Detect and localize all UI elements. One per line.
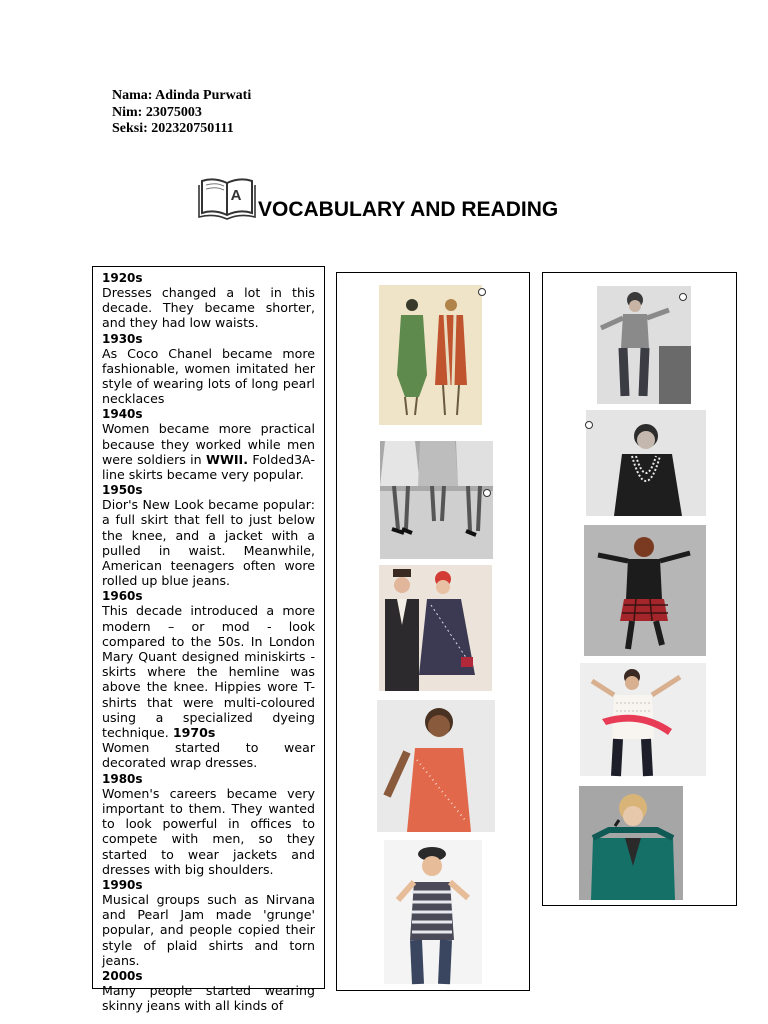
decade-text: Women's careers became very important to them. They wanted to look powerful in offices to compete with men, so they started to wear jackets and dresses with big shoulders. [102, 785, 315, 877]
photo-1980s-style [580, 663, 706, 776]
decade-text-part: Women became more practical because they worked while men were soldiers in [102, 421, 315, 467]
decade-heading: 1920s [102, 271, 143, 285]
decade-text-part: This decade introduced a more modern – or mod - look compared to the 50s. In London Mary Quant designed miniskirts - skirts where the hemline was above the knee. Hippies wore T-shirts that were multi-coloured using a specialized dyeing technique. [102, 603, 315, 741]
photo-1920s-dresses [379, 285, 482, 425]
photo-1930s-pearls [586, 410, 706, 516]
reading-text-box [92, 266, 325, 1014]
section-1930s [102, 332, 315, 407]
photo-1990s-grunge [384, 840, 482, 984]
decade-text-part: Women started to wear decorated wrap dresses. [102, 740, 315, 771]
book-icon-letter: A [230, 187, 242, 204]
student-seksi: Seksi: 202320750111 [112, 121, 234, 136]
student-nim: Nim: 23075003 [112, 104, 202, 120]
decade-heading-inline: 1970s [172, 725, 216, 741]
decade-text [102, 603, 315, 770]
photo-1960s-miniskirt [584, 525, 706, 656]
student-name: Nama: Adinda Purwati [112, 88, 252, 103]
decade-text-part: Folded3A-line skirts became very popular. [102, 451, 316, 483]
decade-heading: 1960s [102, 589, 143, 604]
photo-1950s-skirts [380, 441, 493, 559]
photo-1950s-couple [379, 565, 492, 691]
section-1940s [102, 407, 315, 482]
decade-text-emphasis: WWII. [206, 451, 248, 467]
decade-heading: 1990s [102, 877, 143, 892]
photo-1980s-power-suit [579, 786, 683, 900]
section-1990s [102, 878, 315, 968]
decade-heading: 2000s [102, 968, 143, 983]
photo-1970s-wrap-dress [377, 700, 495, 832]
page-title: VOCABULARY AND READING [258, 198, 559, 221]
section-1950s [102, 483, 315, 588]
image-ring [585, 421, 593, 429]
decade-heading: 1950s [102, 483, 143, 498]
section-2000s [102, 969, 315, 1013]
student-info [112, 88, 251, 138]
decade-text: Dresses changed a lot in this decade. They became shorter, and they had low waists. [102, 285, 315, 331]
book-icon [198, 175, 256, 219]
image-ring [679, 293, 687, 301]
section-1980s [102, 772, 315, 877]
decade-text [102, 421, 315, 482]
image-ring [483, 489, 491, 497]
image-panel-right [542, 272, 737, 906]
decade-text: Many people started wearing skinny jeans with all kinds of [102, 982, 315, 1014]
section-1920s [102, 271, 315, 331]
decade-text: Dior's New Look became popular: a full skirt that fell to just below the knee, and a jacket with a pulled in waist. Meanwhile, American teenagers often wore rolled up blue jeans. [102, 497, 315, 589]
image-panel-left [336, 272, 530, 991]
decade-heading: 1930s [102, 331, 143, 346]
decade-heading: 1980s [102, 771, 143, 786]
section-1960s-1970s [102, 589, 315, 770]
decade-text: Musical groups such as Nirvana and Pearl Jam made 'grunge' popular, and people copied their style of plaid shirts and torn jeans. [102, 891, 315, 968]
decade-heading: 1940s [102, 407, 143, 422]
decade-text: As Coco Chanel became more fashionable, women imitated her style of wearing lots of long pearl necklaces [102, 345, 315, 407]
image-ring [478, 288, 486, 296]
photo-1950s-teen-jeans [597, 286, 691, 404]
